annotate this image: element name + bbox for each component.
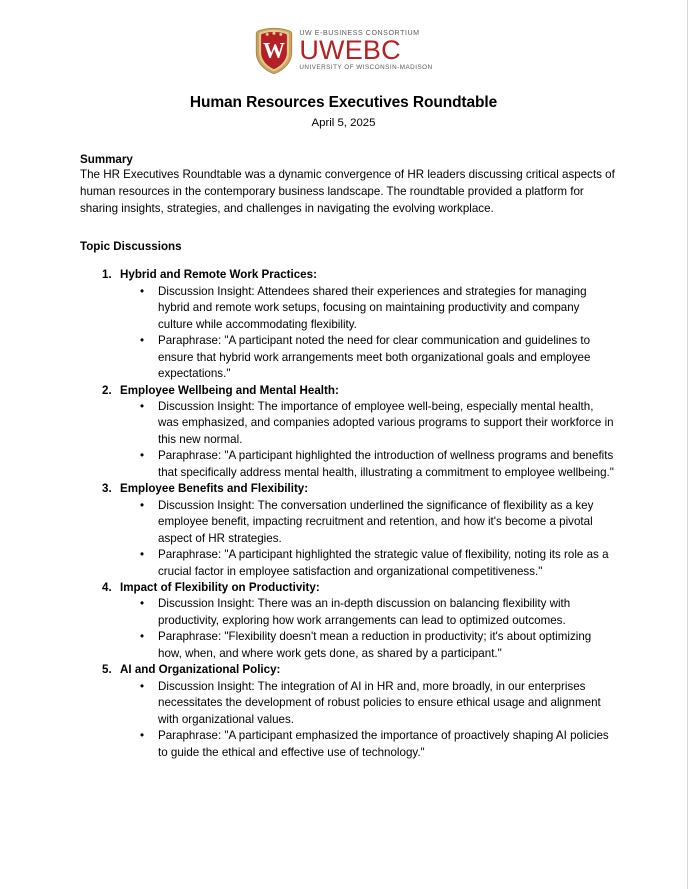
topic-point-text: Paraphrase: "A participant noted the need for clear communication and guidelines to ensure that hybrid work arrangements meet both organizational goals and employee expectations." bbox=[158, 334, 591, 381]
topic-point-text: Discussion Insight: Attendees shared their experiences and strategies for managing hybrid and remote work setups, focusing on maintaining productivity and company culture while accommodating flexibility. bbox=[158, 284, 587, 331]
topic-heading-row bbox=[80, 481, 615, 497]
topic-item bbox=[80, 481, 615, 580]
topic-title: Employee Benefits and Flexibility: bbox=[120, 482, 309, 496]
topic-title: Impact of Flexibility on Productivity: bbox=[120, 581, 320, 594]
topic-point bbox=[80, 448, 615, 481]
bullet-icon: • bbox=[140, 334, 145, 348]
topic-discussions-heading: Topic Discussions bbox=[80, 240, 182, 254]
document-body bbox=[0, 153, 687, 761]
document-title: Human Resources Executives Roundtable bbox=[189, 94, 498, 111]
topic-points-list bbox=[80, 596, 615, 662]
topic-heading-row bbox=[80, 580, 615, 596]
topic-number: 1. bbox=[102, 268, 112, 282]
uw-crest-icon bbox=[254, 27, 294, 75]
bullet-icon: • bbox=[140, 548, 145, 562]
topic-point-text: Discussion Insight: The conversation underlined the significance of flexibility as a key employee benefit, impacting recruitment and retention, and how it's become a pivotal aspect of HR strategies. bbox=[158, 498, 594, 545]
topic-point bbox=[80, 679, 615, 728]
bullet-icon: • bbox=[140, 597, 145, 611]
logo-bottom-line: UNIVERSITY OF WISCONSIN-MADISON bbox=[299, 64, 433, 72]
logo-wordmark bbox=[299, 30, 432, 71]
topic-item bbox=[80, 383, 615, 482]
topic-points-list bbox=[80, 679, 615, 761]
topic-item bbox=[80, 662, 615, 761]
topic-title: AI and Organizational Policy: bbox=[120, 663, 281, 677]
topic-point bbox=[80, 547, 615, 580]
bullet-icon: • bbox=[140, 498, 145, 512]
topic-point-text: Discussion Insight: The importance of employee well-being, especially mental health, was emphasized, and companies adopted various programs to support their workforce in this new normal. bbox=[158, 400, 614, 446]
topic-heading-row bbox=[80, 383, 615, 399]
bullet-icon: • bbox=[140, 630, 145, 644]
topic-title: Employee Wellbeing and Mental Health: bbox=[120, 383, 339, 397]
topic-heading-row bbox=[80, 662, 615, 678]
topic-point bbox=[80, 333, 615, 382]
document-date: April 5, 2025 bbox=[311, 117, 376, 129]
bullet-icon: • bbox=[140, 449, 145, 463]
topics-list bbox=[80, 267, 615, 761]
topic-number: 5. bbox=[102, 663, 112, 677]
bullet-icon: • bbox=[140, 729, 145, 743]
topic-points-list bbox=[80, 284, 615, 383]
topic-point-text: Discussion Insight: There was an in-depth discussion on balancing flexibility with productivity, exploring how work arrangements can lead to optimized outcomes. bbox=[158, 597, 571, 627]
topic-point bbox=[80, 498, 615, 547]
topic-number: 3. bbox=[102, 482, 112, 496]
logo-main-wordmark: UWEBC bbox=[299, 35, 401, 66]
topic-point-text: Paraphrase: "Flexibility doesn't mean a reduction in productivity; it's about optimizing how, when, and where work gets done, as shared by a participant." bbox=[158, 630, 592, 660]
topic-point-text: Paraphrase: "A participant highlighted the strategic value of flexibility, noting its role as a crucial factor in employee satisfaction and organizational competitiveness." bbox=[158, 548, 609, 578]
topic-point-text: Paraphrase: "A participant emphasized the importance of proactively shaping AI policies to guide the ethical and effective use of technology." bbox=[158, 729, 609, 759]
logo-header bbox=[0, 0, 687, 75]
topic-points-list bbox=[80, 498, 615, 580]
topic-heading-row bbox=[80, 267, 615, 283]
topic-title: Hybrid and Remote Work Practices: bbox=[120, 268, 317, 282]
bullet-icon: • bbox=[140, 679, 145, 693]
topic-item bbox=[80, 267, 615, 382]
topic-item bbox=[80, 580, 615, 662]
summary-paragraph: The HR Executives Roundtable was a dynamic convergence of HR leaders discussing critical aspects of human resources in the contemporary business landscape. The roundtable provided a platform for sharing insights, strategies, and challenges in navigating the evolving workplace. bbox=[80, 168, 615, 215]
bullet-icon: • bbox=[140, 400, 145, 414]
uwebc-logo bbox=[254, 27, 432, 75]
summary-heading: Summary bbox=[80, 153, 133, 166]
topic-point bbox=[80, 596, 615, 629]
topic-point bbox=[80, 629, 615, 662]
svg-text:W: W bbox=[263, 37, 286, 63]
topic-number: 4. bbox=[102, 581, 112, 594]
topic-points-list bbox=[80, 399, 615, 481]
topic-point bbox=[80, 399, 615, 448]
topic-point-text: Discussion Insight: The integration of AI in HR and, more broadly, in our enterprises necessitates the development of robust policies to ensure ethical usage and alignment with organizational values. bbox=[158, 679, 601, 726]
topic-point bbox=[80, 284, 615, 333]
topic-number: 2. bbox=[102, 383, 112, 397]
bullet-icon: • bbox=[140, 284, 145, 298]
topic-point bbox=[80, 728, 615, 761]
topic-point-text: Paraphrase: "A participant highlighted the introduction of wellness programs and benefits that specifically address mental health, illustrating a commitment to employee wellbeing." bbox=[158, 449, 614, 479]
logo-top-line: UW E-BUSINESS CONSORTIUM bbox=[299, 29, 420, 38]
